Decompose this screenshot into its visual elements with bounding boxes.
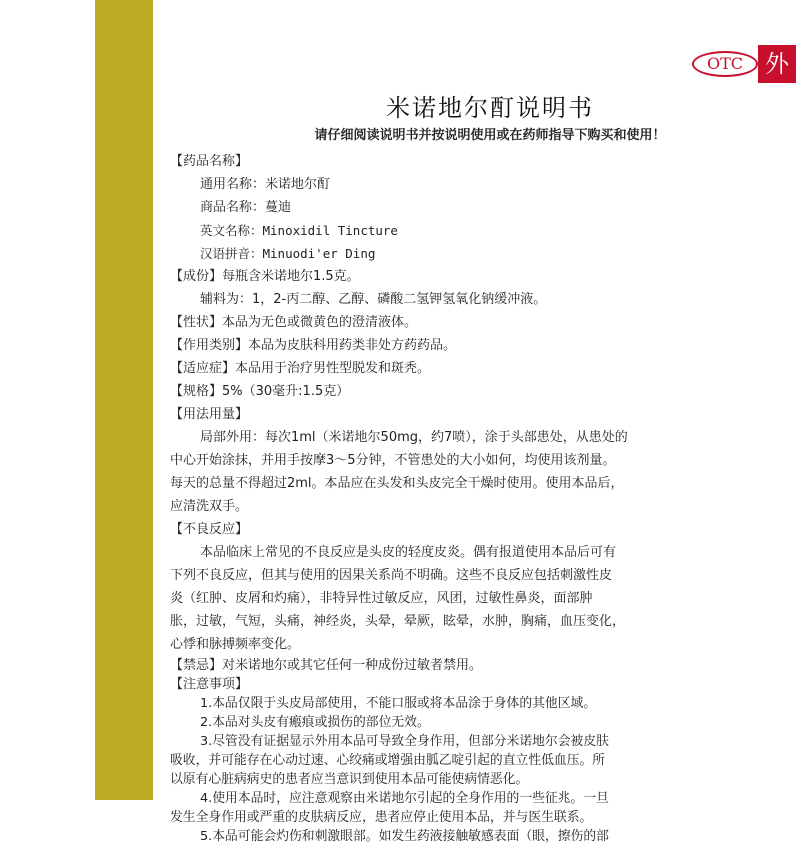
precaution-text-line: 5.本品可能会灼伤和刺激眼部。如发生药液接触敏感表面（眼，擦伤的部 xyxy=(200,829,609,844)
trade-name: 商品名称：蔓迪 xyxy=(200,200,292,215)
precaution-item: 3.尽管没有证据显示外用本品可导致全身作用，但部分米诺地尔会被皮肤 xyxy=(200,734,609,749)
dosage-text-line: 局部外用：每次1ml（米诺地尔50mg，约7喷），涂于头部患处，从患处的 xyxy=(200,430,628,445)
leaflet-content xyxy=(170,0,800,844)
dosage-text-line: 中心开始涂抹，并用手按摩3～5分钟，不管患处的大小如何，均使用该剂量。 xyxy=(170,453,616,468)
precaution-text-line: 发生全身作用或严重的皮肤病反应，患者应停止使用本品，并与医生联系。 xyxy=(170,810,593,825)
excipients: 辅料为：1，2-丙二醇、乙醇、磷酸二氢钾氢氧化钠缓冲液。 xyxy=(200,292,547,307)
precaution-text-line: 吸收，并可能存在心动过速、心绞痛或增强由胍乙啶引起的直立性低血压。所 xyxy=(170,753,606,768)
olive-side-band xyxy=(95,0,153,800)
precaution-text-line: 4.使用本品时，应注意观察由米诺地尔引起的全身作用的一些征兆。一旦 xyxy=(200,791,609,806)
adverse-text-line: 下列不良反应，但其与使用的因果关系尚不明确。这些不良反应包括刺激性皮 xyxy=(170,568,613,583)
precaution-text-line: 以原有心脏病病史的患者应当意识到使用本品可能使病情恶化。 xyxy=(170,772,529,787)
generic-name: 通用名称：米诺地尔酊 xyxy=(200,177,331,192)
adverse-text-line: 炎（红肿、皮屑和灼痛），非特异性过敏反应，风团，过敏性鼻炎，面部肿 xyxy=(170,591,593,606)
dosage-text-line: 应清洗双手。 xyxy=(170,499,249,514)
section-dosage-header: 【用法用量】 xyxy=(170,407,249,422)
section-description: 【性状】本品为无色或微黄色的澄清液体。 xyxy=(170,315,418,330)
otc-external-badge xyxy=(692,45,789,85)
section-contraindications: 【禁忌】对米诺地尔或其它任何一种成份过敏者禁用。 xyxy=(170,658,483,673)
english-name: 英文名称：Minoxidil Tincture xyxy=(200,223,398,238)
otc-label: OTC xyxy=(706,54,744,73)
section-ingredients: 【成份】每瓶含米诺地尔1.5克。 xyxy=(170,269,360,284)
section-specification: 【规格】5%（30毫升:1.5克） xyxy=(170,384,350,399)
section-precautions-header: 【注意事项】 xyxy=(170,677,249,692)
precaution-item: 1.本品仅限于头皮局部使用，不能口服或将本品涂于身体的其他区域。 xyxy=(200,696,597,711)
dosage-text-line: 每天的总量不得超过2ml。本品应在头发和头皮完全干燥时使用。使用本品后， xyxy=(170,476,624,491)
document-title: 米诺地尔酊说明书 xyxy=(386,94,594,122)
section-indications: 【适应症】本品用于治疗男性型脱发和斑秃。 xyxy=(170,361,431,376)
section-adverse-reactions-header: 【不良反应】 xyxy=(170,522,249,537)
precaution-item: 2.本品对头皮有瘢痕或损伤的部位无效。 xyxy=(200,715,430,730)
adverse-text-line: 胀，过敏，气短，头痛，神经炎，头晕，晕厥，眩晕，水肿，胸痛，血压变化， xyxy=(170,614,626,629)
section-drug-name-header: 【药品名称】 xyxy=(170,154,249,169)
adverse-text-line: 本品临床上常见的不良反应是头皮的轻度皮炎。偶有报道使用本品后可有 xyxy=(200,545,617,560)
usage-advice: 请仔细阅读说明书并按说明使用或在药师指导下购买和使用！ xyxy=(314,128,666,143)
section-category: 【作用类别】本品为皮肤科用药类非处方药药品。 xyxy=(170,338,457,353)
pinyin-name: 汉语拼音：Minuodi'er Ding xyxy=(200,246,376,261)
adverse-text-line: 心悸和脉搏频率变化。 xyxy=(170,637,301,652)
external-use-label: 外 xyxy=(758,45,796,83)
